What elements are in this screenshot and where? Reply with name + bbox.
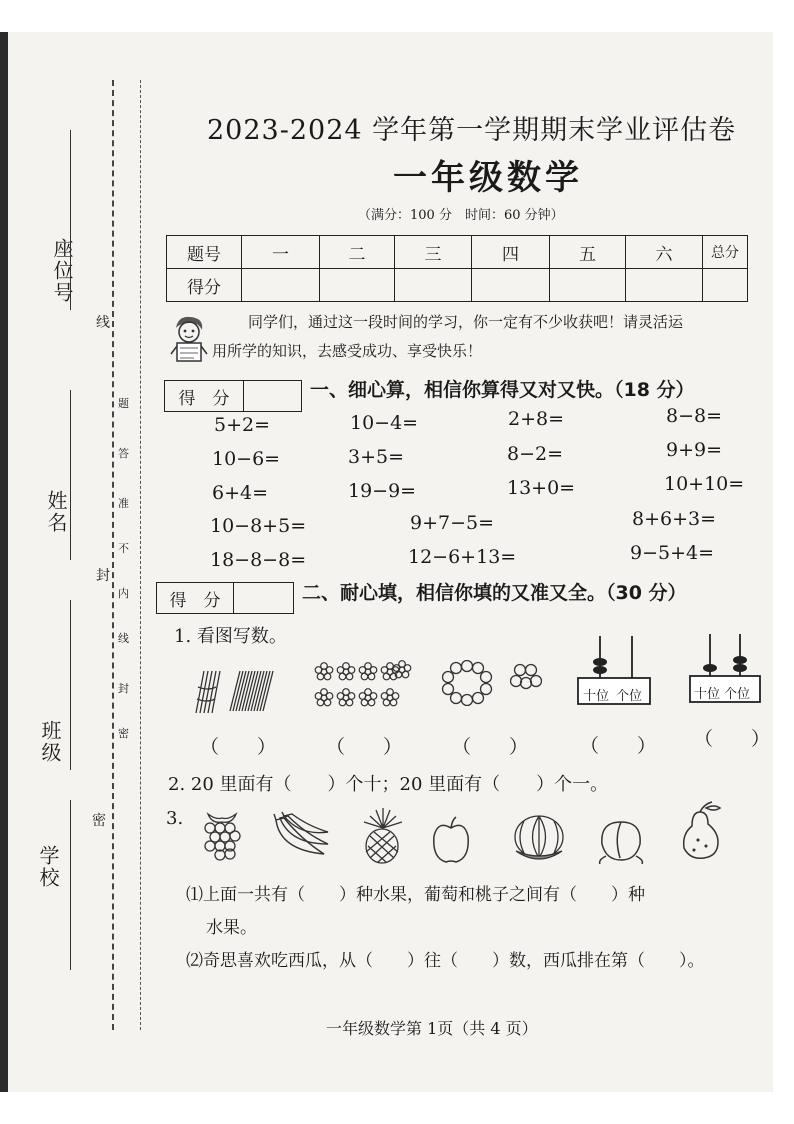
binding-char: 答 (118, 447, 129, 460)
pear-icon (678, 800, 722, 864)
binding-dashed-line (112, 80, 114, 1030)
equation: 10−8+5= (210, 515, 307, 537)
class-label: 班级 (38, 720, 62, 764)
score-table-header: 一 (242, 236, 320, 269)
section2-score-label: 得 分 (157, 583, 234, 613)
equation: 8−8= (666, 405, 723, 427)
seal-char: 密 (92, 813, 106, 829)
binding-char: 密 (118, 727, 129, 740)
abacus-1-ones-label: 个位 (616, 689, 643, 704)
equation: 2+8= (508, 408, 565, 430)
abacus-2-tens-label: 十位 (694, 687, 721, 702)
beads-cluster-icon (510, 662, 542, 692)
question-3-part-1: ⑴上面一共有（ ）种水果，葡萄和桃子之间有（ ）种 (186, 885, 645, 905)
score-cell[interactable] (320, 269, 395, 302)
score-table-header: 二 (320, 236, 395, 269)
school-field[interactable] (70, 800, 71, 970)
binding-char: 准 (118, 497, 129, 510)
equation: 10−4= (350, 412, 419, 434)
score-cell[interactable] (472, 269, 550, 302)
equation: 9+9= (666, 439, 723, 461)
section1-score-input[interactable] (244, 381, 301, 411)
abacus-1-tens-label: 十位 (583, 689, 610, 704)
seat-number-field[interactable] (70, 130, 71, 310)
school-label: 学校 (36, 845, 60, 889)
score-cell[interactable] (626, 269, 703, 302)
exam-info: （满分：100 分 时间：60 分钟） (358, 208, 564, 223)
binding-char: 线 (118, 632, 129, 645)
equation: 9+7−5= (410, 512, 495, 534)
question-2: 2. 20 里面有（ ）个十；20 里面有（ ）个一。 (168, 774, 609, 795)
intro-line-1: 同学们，通过这一段时间的学习，你一定有不少收获吧！请灵活运 (248, 313, 684, 331)
section1-score-label: 得 分 (165, 381, 244, 411)
equation: 18−8−8= (210, 549, 307, 571)
answer-blank[interactable]: （ ） (452, 736, 529, 758)
grapes-icon (198, 808, 246, 864)
question-1: 1. 看图写数。 (174, 626, 287, 647)
equation: 8−2= (507, 443, 564, 465)
score-table-header: 总分 (703, 236, 748, 269)
score-cell[interactable] (395, 269, 472, 302)
equation: 8+6+3= (632, 508, 717, 530)
abacus-2-ones-label: 个位 (724, 687, 751, 702)
score-cell[interactable] (550, 269, 626, 302)
equation: 9−5+4= (630, 542, 715, 564)
equation: 19−9= (348, 480, 417, 502)
binding-char: 封 (118, 682, 129, 695)
answer-blank[interactable]: （ ） (580, 735, 657, 757)
beads-ring-icon (440, 660, 496, 706)
flowers-icon (314, 660, 414, 712)
score-table (166, 235, 748, 302)
equation: 10−6= (212, 448, 281, 470)
child-mascot-icon (168, 314, 210, 366)
section2-score-box (156, 582, 294, 614)
score-cell[interactable] (242, 269, 320, 302)
class-field[interactable] (70, 600, 71, 770)
section1-heading: 一、细心算，相信你算得又对又快。（18 分） (310, 379, 695, 401)
apple-icon (430, 816, 472, 866)
name-field[interactable] (70, 390, 71, 560)
section2-score-input[interactable] (234, 583, 293, 613)
binding-inner-line (140, 80, 141, 1030)
binding-char: 内 (118, 587, 129, 600)
equation: 12−6+13= (408, 546, 517, 568)
answer-blank[interactable]: （ ） (200, 736, 277, 758)
seal-char: 封 (96, 568, 110, 584)
score-table-header: 四 (472, 236, 550, 269)
equation: 13+0= (507, 477, 576, 499)
name-label: 姓名 (44, 490, 68, 534)
score-table-header: 三 (395, 236, 472, 269)
exam-title: 2023-2024 学年第一学期期末学业评估卷 (207, 115, 737, 146)
seal-char: 线 (96, 315, 110, 331)
sticks-bundle-icon (190, 665, 278, 717)
question-3-part-1-cont: 水果。 (206, 918, 257, 938)
score-table-header: 五 (550, 236, 626, 269)
seat-number-label: 座位号 (50, 238, 74, 304)
score-cell[interactable] (703, 269, 748, 302)
score-table-header: 题号 (167, 236, 242, 269)
question-3-number: 3. (166, 808, 184, 829)
equation: 6+4= (212, 482, 269, 504)
binding-char: 题 (118, 397, 129, 410)
peach-icon (596, 812, 646, 864)
watermelon-icon (510, 813, 568, 867)
equation: 3+5= (348, 446, 405, 468)
bananas-icon (272, 810, 332, 862)
question-3-part-2: ⑵奇思喜欢吃西瓜，从（ ）往（ ）数，西瓜排在第（ ）。 (186, 951, 705, 971)
answer-blank[interactable]: （ ） (326, 736, 403, 758)
equation: 5+2= (214, 414, 271, 436)
answer-blank[interactable]: （ ） (694, 728, 771, 750)
binding-char: 不 (118, 542, 129, 555)
score-table-header: 六 (626, 236, 703, 269)
subject-title: 一年级数学 (393, 158, 583, 198)
section2-heading: 二、耐心填，相信你填的又准又全。（30 分） (302, 582, 687, 604)
pineapple-icon (358, 808, 408, 864)
page-footer: 一年级数学第 1页（共 4 页） (326, 1019, 538, 1038)
score-row-label: 得分 (167, 269, 242, 302)
intro-line-2: 用所学的知识，去感受成功、享受快乐！ (212, 342, 483, 360)
section1-score-box (164, 380, 302, 412)
equation: 10+10= (664, 473, 745, 495)
